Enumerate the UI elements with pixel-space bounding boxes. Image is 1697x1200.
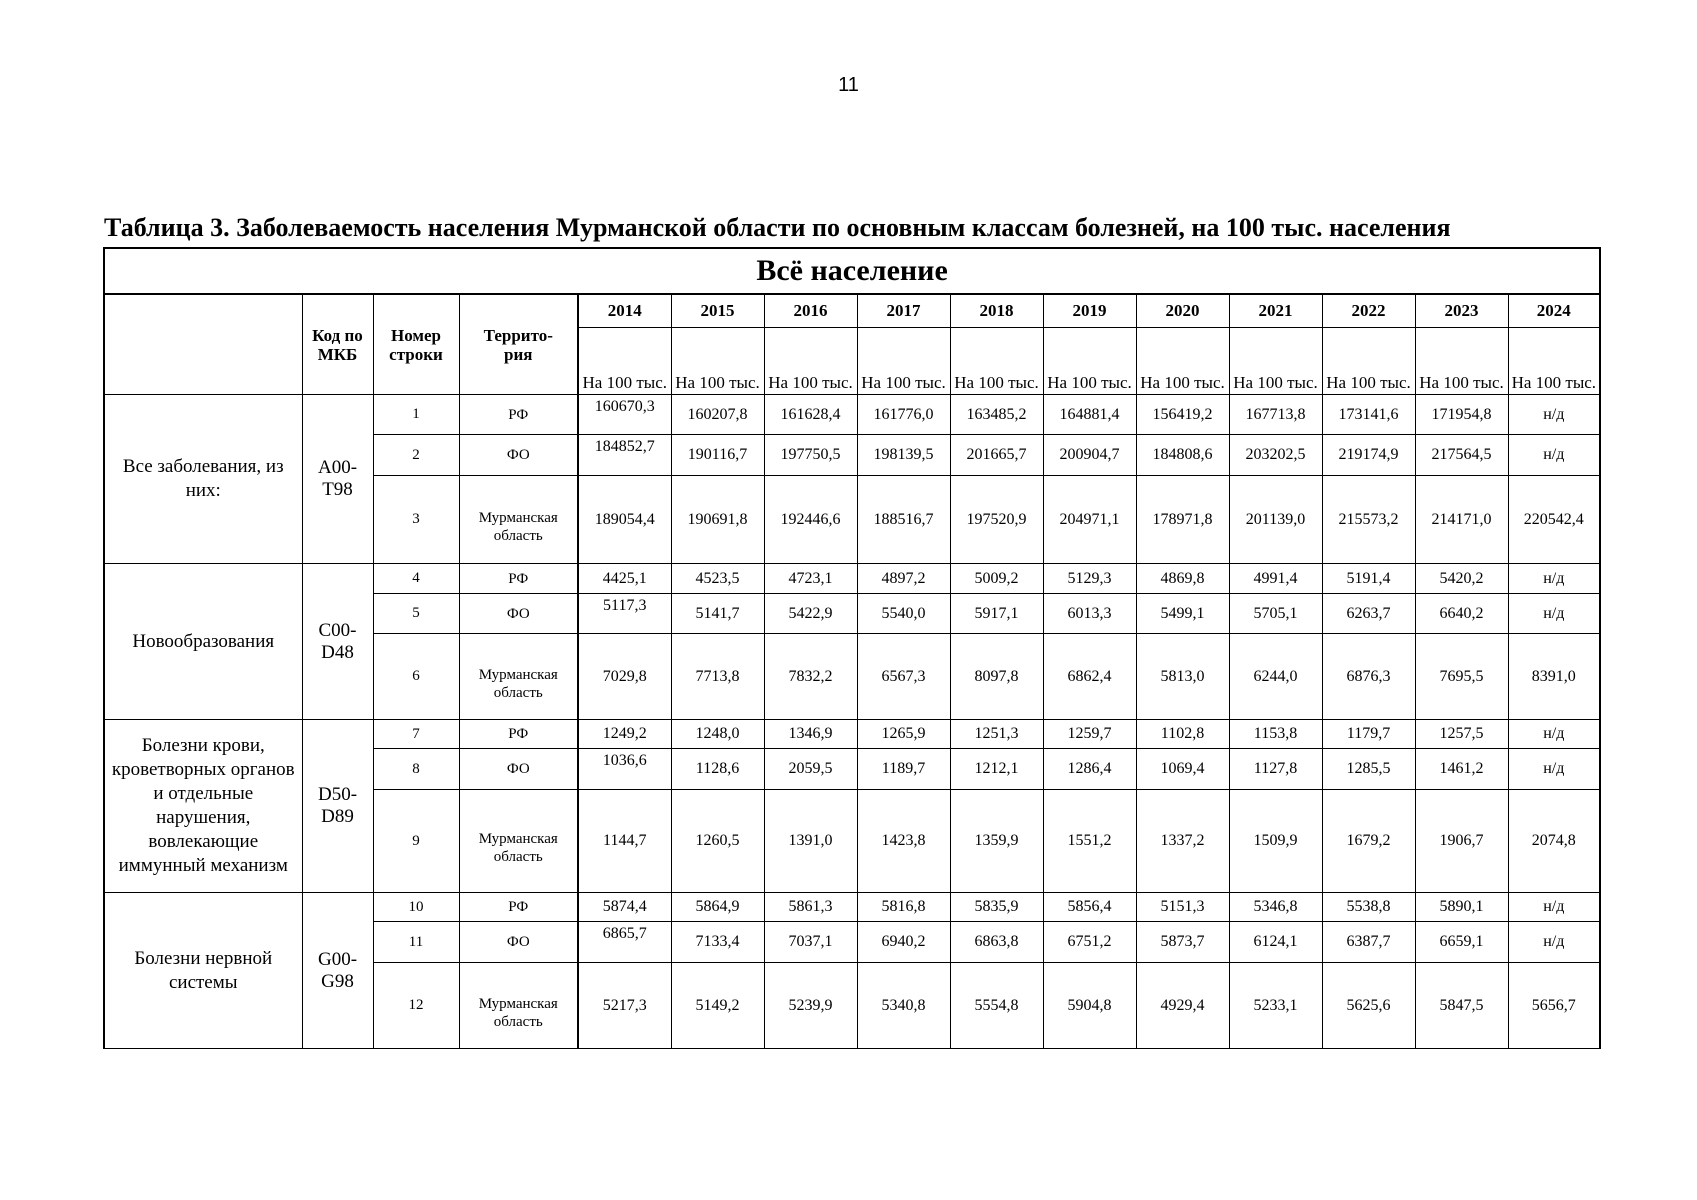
value-cell: 1069,4: [1136, 749, 1229, 790]
value-cell: 161776,0: [857, 395, 950, 435]
header-unit: На 100 тыс.: [1415, 328, 1508, 395]
value-cell: 5874,4: [578, 893, 671, 922]
value-cell: 5656,7: [1508, 963, 1600, 1049]
value-cell: 219174,9: [1322, 435, 1415, 476]
value-cell: н/д: [1508, 720, 1600, 749]
value-cell: 4869,8: [1136, 564, 1229, 594]
row-number: 5: [373, 594, 459, 634]
value-cell: 156419,2: [1136, 395, 1229, 435]
row-number: 1: [373, 395, 459, 435]
value-cell: 1461,2: [1415, 749, 1508, 790]
header-unit: На 100 тыс.: [857, 328, 950, 395]
value-cell: 5540,0: [857, 594, 950, 634]
value-cell: 184808,6: [1136, 435, 1229, 476]
value-cell: 1257,5: [1415, 720, 1508, 749]
value-cell: 5864,9: [671, 893, 764, 922]
header-year-2021: 2021: [1229, 294, 1322, 328]
territory: ФО: [459, 922, 578, 963]
table-row: [104, 564, 1600, 594]
value-cell: 6244,0: [1229, 634, 1322, 720]
header-unit: На 100 тыс.: [1043, 328, 1136, 395]
value-cell: 171954,8: [1415, 395, 1508, 435]
value-cell: 7029,8: [578, 634, 671, 720]
disease-class: Новообразования: [104, 564, 302, 720]
header-row-number: Номер строки: [373, 294, 459, 395]
icd-code: D50-D89: [302, 720, 373, 893]
header-year-2022: 2022: [1322, 294, 1415, 328]
icd-code: G00-G98: [302, 893, 373, 1049]
value-cell: 5538,8: [1322, 893, 1415, 922]
value-cell: 1551,2: [1043, 790, 1136, 893]
territory: Мурманская область: [459, 634, 578, 720]
value-cell: 1153,8: [1229, 720, 1322, 749]
value-cell: 5847,5: [1415, 963, 1508, 1049]
territory: ФО: [459, 435, 578, 476]
value-cell: 1906,7: [1415, 790, 1508, 893]
value-cell: 1285,5: [1322, 749, 1415, 790]
value-cell: 197750,5: [764, 435, 857, 476]
value-cell: 6387,7: [1322, 922, 1415, 963]
value-cell: 188516,7: [857, 476, 950, 564]
value-cell: 163485,2: [950, 395, 1043, 435]
value-cell: 6863,8: [950, 922, 1043, 963]
value-cell: 4425,1: [578, 564, 671, 594]
value-cell: 5873,7: [1136, 922, 1229, 963]
value-cell: 178971,8: [1136, 476, 1229, 564]
value-cell: 5890,1: [1415, 893, 1508, 922]
value-cell: 5816,8: [857, 893, 950, 922]
value-cell: 8391,0: [1508, 634, 1600, 720]
value-cell: 5904,8: [1043, 963, 1136, 1049]
icd-code: C00-D48: [302, 564, 373, 720]
value-cell: 5129,3: [1043, 564, 1136, 594]
value-cell: 1259,7: [1043, 720, 1136, 749]
value-cell: 6940,2: [857, 922, 950, 963]
value-cell: н/д: [1508, 435, 1600, 476]
table-row: [104, 720, 1600, 749]
value-cell: 6751,2: [1043, 922, 1136, 963]
value-cell: 1189,7: [857, 749, 950, 790]
header-year-2015: 2015: [671, 294, 764, 328]
value-cell: 8097,8: [950, 634, 1043, 720]
header-year-2016: 2016: [764, 294, 857, 328]
value-cell: 1286,4: [1043, 749, 1136, 790]
row-number: 10: [373, 893, 459, 922]
value-cell: 214171,0: [1415, 476, 1508, 564]
header-unit: На 100 тыс.: [1322, 328, 1415, 395]
value-cell: 5346,8: [1229, 893, 1322, 922]
value-cell: 6862,4: [1043, 634, 1136, 720]
territory: ФО: [459, 749, 578, 790]
disease-class: Все заболевания, из них:: [104, 395, 302, 564]
header-unit: На 100 тыс.: [950, 328, 1043, 395]
value-cell: 184852,7: [578, 435, 671, 476]
value-cell: 5117,3: [578, 594, 671, 634]
value-cell: 5009,2: [950, 564, 1043, 594]
value-cell: 215573,2: [1322, 476, 1415, 564]
value-cell: 4929,4: [1136, 963, 1229, 1049]
value-cell: 5151,3: [1136, 893, 1229, 922]
value-cell: 4991,4: [1229, 564, 1322, 594]
value-cell: 200904,7: [1043, 435, 1136, 476]
value-cell: 5554,8: [950, 963, 1043, 1049]
row-number: 6: [373, 634, 459, 720]
value-cell: 1248,0: [671, 720, 764, 749]
value-cell: 190116,7: [671, 435, 764, 476]
value-cell: 161628,4: [764, 395, 857, 435]
disease-class: Болезни нервной системы: [104, 893, 302, 1049]
header-code: Код по МКБ: [302, 294, 373, 395]
value-cell: 6640,2: [1415, 594, 1508, 634]
territory: РФ: [459, 893, 578, 922]
value-cell: 5835,9: [950, 893, 1043, 922]
value-cell: 4723,1: [764, 564, 857, 594]
row-number: 12: [373, 963, 459, 1049]
value-cell: 217564,5: [1415, 435, 1508, 476]
value-cell: 4523,5: [671, 564, 764, 594]
value-cell: 6124,1: [1229, 922, 1322, 963]
value-cell: 6659,1: [1415, 922, 1508, 963]
value-cell: 1679,2: [1322, 790, 1415, 893]
table-header: [104, 248, 1600, 395]
header-unit: На 100 тыс.: [764, 328, 857, 395]
value-cell: 5217,3: [578, 963, 671, 1049]
value-cell: 173141,6: [1322, 395, 1415, 435]
value-cell: 5149,2: [671, 963, 764, 1049]
row-number: 7: [373, 720, 459, 749]
value-cell: 5861,3: [764, 893, 857, 922]
value-cell: 1337,2: [1136, 790, 1229, 893]
value-cell: 198139,5: [857, 435, 950, 476]
value-cell: 1509,9: [1229, 790, 1322, 893]
territory: Мурманская область: [459, 963, 578, 1049]
value-cell: 6876,3: [1322, 634, 1415, 720]
value-cell: 1127,8: [1229, 749, 1322, 790]
value-cell: 1212,1: [950, 749, 1043, 790]
row-number: 2: [373, 435, 459, 476]
band-row: [104, 248, 1600, 294]
value-cell: 190691,8: [671, 476, 764, 564]
header-year-2017: 2017: [857, 294, 950, 328]
value-cell: 6013,3: [1043, 594, 1136, 634]
header-row-years: [104, 294, 1600, 328]
value-cell: 6865,7: [578, 922, 671, 963]
header-territory: Террито-рия: [459, 294, 578, 395]
row-number: 8: [373, 749, 459, 790]
value-cell: 5422,9: [764, 594, 857, 634]
page-number: 11: [838, 74, 859, 96]
value-cell: 1249,2: [578, 720, 671, 749]
value-cell: 1102,8: [1136, 720, 1229, 749]
value-cell: 201665,7: [950, 435, 1043, 476]
header-unit: На 100 тыс.: [578, 328, 671, 395]
value-cell: 1346,9: [764, 720, 857, 749]
value-cell: 1260,5: [671, 790, 764, 893]
value-cell: 5705,1: [1229, 594, 1322, 634]
territory: РФ: [459, 720, 578, 749]
header-class: [104, 294, 302, 395]
value-cell: 4897,2: [857, 564, 950, 594]
value-cell: 1423,8: [857, 790, 950, 893]
value-cell: 189054,4: [578, 476, 671, 564]
row-number: 3: [373, 476, 459, 564]
value-cell: 201139,0: [1229, 476, 1322, 564]
table-title: Таблица 3. Заболеваемость населения Мурманской области по основным классам болезней, на 100 тыс. населения: [104, 213, 1451, 242]
value-cell: 7713,8: [671, 634, 764, 720]
disease-class: Болезни крови, кроветворных органов и отдельные нарушения, вовлекающие иммунный механизм: [104, 720, 302, 893]
value-cell: 167713,8: [1229, 395, 1322, 435]
table-body: [104, 395, 1600, 1049]
row-number: 9: [373, 790, 459, 893]
header-year-2019: 2019: [1043, 294, 1136, 328]
value-cell: 1265,9: [857, 720, 950, 749]
value-cell: 1179,7: [1322, 720, 1415, 749]
value-cell: 192446,6: [764, 476, 857, 564]
value-cell: 220542,4: [1508, 476, 1600, 564]
value-cell: 1251,3: [950, 720, 1043, 749]
value-cell: 5141,7: [671, 594, 764, 634]
header-year-2020: 2020: [1136, 294, 1229, 328]
territory: РФ: [459, 395, 578, 435]
value-cell: 160207,8: [671, 395, 764, 435]
territory: Мурманская область: [459, 476, 578, 564]
value-cell: 5917,1: [950, 594, 1043, 634]
value-cell: н/д: [1508, 922, 1600, 963]
row-number: 4: [373, 564, 459, 594]
band-title: Всё население: [104, 248, 1600, 294]
table-row: [104, 395, 1600, 435]
value-cell: 160670,3: [578, 395, 671, 435]
territory: Мурманская область: [459, 790, 578, 893]
value-cell: н/д: [1508, 893, 1600, 922]
value-cell: 7037,1: [764, 922, 857, 963]
header-unit: На 100 тыс.: [1136, 328, 1229, 395]
value-cell: 2059,5: [764, 749, 857, 790]
value-cell: 5813,0: [1136, 634, 1229, 720]
value-cell: 203202,5: [1229, 435, 1322, 476]
territory: ФО: [459, 594, 578, 634]
header-unit: На 100 тыс.: [1508, 328, 1600, 395]
value-cell: 2074,8: [1508, 790, 1600, 893]
header-year-2024: 2024: [1508, 294, 1600, 328]
value-cell: 5856,4: [1043, 893, 1136, 922]
value-cell: 7695,5: [1415, 634, 1508, 720]
value-cell: 5340,8: [857, 963, 950, 1049]
value-cell: 5420,2: [1415, 564, 1508, 594]
value-cell: н/д: [1508, 395, 1600, 435]
value-cell: 6263,7: [1322, 594, 1415, 634]
value-cell: 7832,2: [764, 634, 857, 720]
value-cell: 1144,7: [578, 790, 671, 893]
value-cell: 6567,3: [857, 634, 950, 720]
value-cell: 5233,1: [1229, 963, 1322, 1049]
value-cell: 5239,9: [764, 963, 857, 1049]
value-cell: 5191,4: [1322, 564, 1415, 594]
value-cell: 5499,1: [1136, 594, 1229, 634]
value-cell: 204971,1: [1043, 476, 1136, 564]
value-cell: н/д: [1508, 749, 1600, 790]
header-unit: На 100 тыс.: [1229, 328, 1322, 395]
value-cell: 164881,4: [1043, 395, 1136, 435]
value-cell: 5625,6: [1322, 963, 1415, 1049]
territory: РФ: [459, 564, 578, 594]
value-cell: 1128,6: [671, 749, 764, 790]
header-unit: На 100 тыс.: [671, 328, 764, 395]
icd-code: A00-T98: [302, 395, 373, 564]
header-year-2018: 2018: [950, 294, 1043, 328]
value-cell: н/д: [1508, 564, 1600, 594]
value-cell: 1036,6: [578, 749, 671, 790]
value-cell: 1391,0: [764, 790, 857, 893]
table-row: [104, 893, 1600, 922]
value-cell: 7133,4: [671, 922, 764, 963]
header-year-2014: 2014: [578, 294, 671, 328]
value-cell: 1359,9: [950, 790, 1043, 893]
morbidity-table: [103, 247, 1601, 1049]
value-cell: н/д: [1508, 594, 1600, 634]
value-cell: 197520,9: [950, 476, 1043, 564]
row-number: 11: [373, 922, 459, 963]
header-year-2023: 2023: [1415, 294, 1508, 328]
